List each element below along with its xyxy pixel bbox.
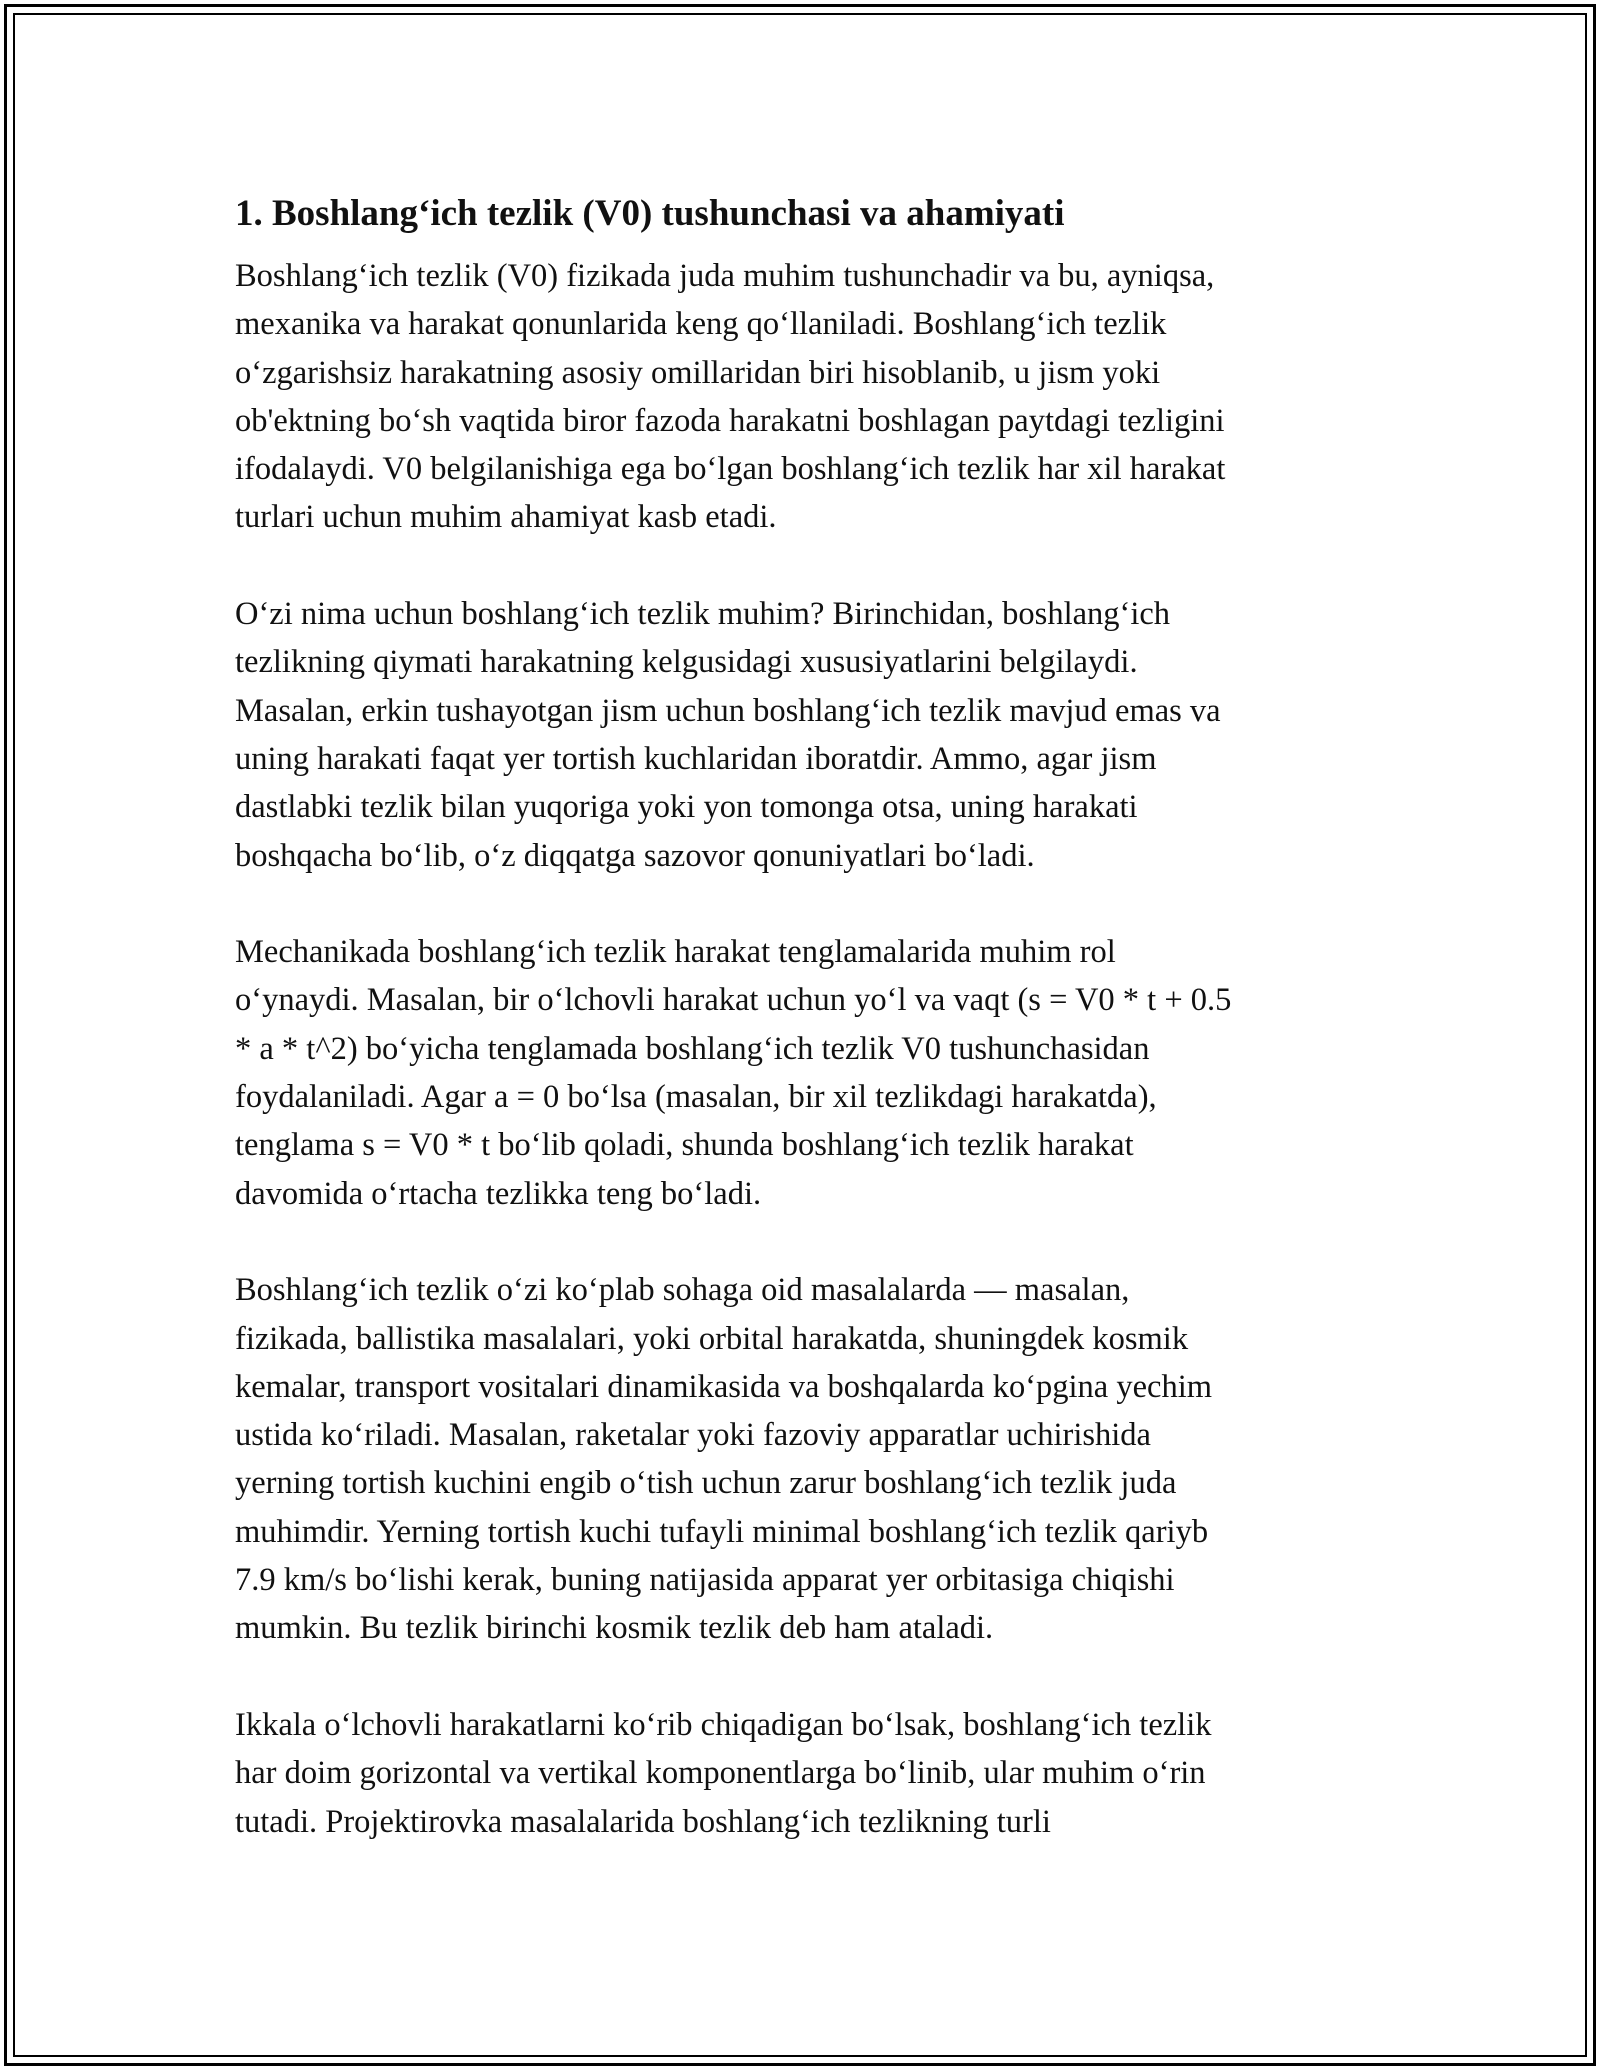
document-body (235, 188, 1375, 1846)
paragraph-3: Mechanikada boshlang‘ich tezlik harakat tenglamalarida muhim rol o‘ynaydi. Masalan, bir o‘lchovli harakat uchun yo‘l va vaqt (s = V0 * t + 0.5 * a * t^2) bo‘yicha tenglamada boshlang‘ich tezlik V0 tushunchasidan foydalaniladi. Agar a = 0 bo‘lsa (masalan, bir xil tezlikdagi harakatda), tenglama s = V0 * t bo‘lib qoladi, shunda boshlang‘ich tezlik harakat davomida o‘rtacha tezlikka teng bo‘ladi. (235, 934, 1232, 1212)
paragraph-4: Boshlang‘ich tezlik o‘zi ko‘plab sohaga oid masalalarda — masalan, fizikada, ballistika masalalari, yoki orbital harakatda, shuningdek kosmik kemalar, transport vositalari dinamikasida va boshqalarda ko‘pgina yechim ustida ko‘riladi. Masalan, raketalar yoki fazoviy apparatlar uchirishida yerning tortish kuchini engib o‘tish uchun zarur boshlang‘ich tezlik juda muhimdir. Yerning tortish kuchi tufayli minimal boshlang‘ich tezlik qariyb 7.9 km/s bo‘lishi kerak, buning natijasida apparat yer orbitasiga chiqishi mumkin. Bu tezlik birinchi kosmik tezlik deb ham ataladi. (235, 1272, 1212, 1647)
paragraph-5: Ikkala o‘lchovli harakatlarni ko‘rib chiqadigan bo‘lsak, boshlang‘ich tezlik har doim gorizontal va vertikal komponentlarga bo‘linib, ular muhim o‘rin tutadi. Projektirovka masalalarida boshlang‘ich tezlikning turli (235, 1706, 1212, 1840)
paragraph-2: O‘zi nima uchun boshlang‘ich tezlik muhim? Birinchidan, boshlang‘ich tezlikning qiymati harakatning kelgusidagi xususiyatlarini belgilaydi. Masalan, erkin tushayotgan jism uchun boshlang‘ich tezlik mavjud emas va uning harakati faqat yer tortish kuchlaridan iboratdir. Ammo, agar jism dastlabki tezlik bilan yuqoriga yoki yon tomonga otsa, uning harakati boshqacha bo‘lib, o‘z diqqatga sazovor qonuniyatlari bo‘ladi. (235, 596, 1221, 874)
paragraph-1: Boshlang‘ich tezlik (V0) fizikada juda muhim tushunchadir va bu, ayniqsa, mexanika va harakat qonunlarida keng qo‘llaniladi. Boshlang‘ich tezlik o‘zgarishsiz harakatning asosiy omillaridan biri hisoblanib, u jism yoki ob'ektning bo‘sh vaqtida biror fazoda harakatni boshlagan paytdagi tezligini ifodalaydi. V0 belgilanishiga ega bo‘lgan boshlang‘ich tezlik har xil harakat turlari uchun muhim ahamiyat kasb etadi. (235, 258, 1226, 536)
section-heading: 1. Boshlang‘ich tezlik (V0) tushunchasi va ahamiyati (235, 193, 1065, 234)
